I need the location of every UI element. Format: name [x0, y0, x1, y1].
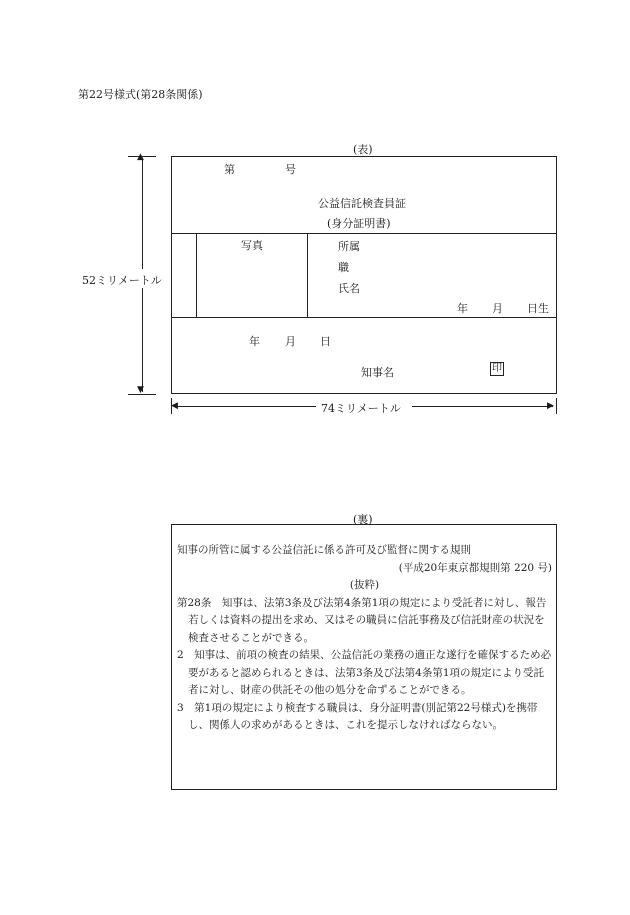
birth-year: 年 — [457, 302, 468, 315]
number-label: 第 — [224, 163, 235, 176]
arrow-up-icon: ▲ — [137, 152, 144, 162]
divider-top — [171, 233, 557, 234]
height-line-upper — [142, 158, 143, 269]
front-card-border — [171, 156, 557, 394]
height-label: 52ミリメートル — [82, 274, 162, 287]
card-subtitle: (身分証明書) — [327, 217, 391, 230]
width-label: 74ミリメートル — [321, 402, 401, 415]
issue-year: 年 — [249, 335, 260, 348]
photo-label: 写真 — [241, 239, 263, 252]
arrow-left-icon: ◀ — [171, 401, 178, 411]
issue-month: 月 — [285, 335, 296, 348]
arrow-down-icon: ▼ — [137, 385, 144, 395]
article-28: 第28条 知事は、法第3条及び法第4条第1項の規定により受託者に対し、報告若しくは資料の提出を求め、又はその職員に信託事務及び信託財産の状況を検査させることができる。 — [177, 596, 547, 644]
issue-day: 日 — [320, 335, 331, 348]
photo-left-border — [196, 233, 197, 317]
number-suffix: 号 — [285, 163, 296, 176]
governor-label: 知事名 — [361, 366, 394, 379]
birth-day: 日生 — [527, 302, 549, 315]
card-title: 公益信託検査員証 — [318, 197, 406, 210]
back-card-text — [177, 542, 552, 735]
rule-reference: (平成20年東京都規則第 220 号) — [398, 561, 552, 574]
photo-right-border — [307, 233, 308, 317]
arrow-right-icon: ▶ — [547, 401, 554, 411]
birth-month: 月 — [492, 302, 503, 315]
seal-mark: 印 — [492, 363, 502, 374]
name-label: 氏名 — [338, 282, 360, 295]
width-tick-right — [556, 398, 557, 414]
divider-bottom — [171, 317, 557, 318]
excerpt-label: (抜粋) — [349, 579, 380, 591]
rule-title: 知事の所管に属する公益信託に係る許可及び監督に関する規則 — [177, 544, 471, 556]
width-line-left — [174, 406, 316, 407]
paragraph-3: 3 第1項の規定により検査する職員は、身分証明書(別記第22号様式)を携帯し、関係人の求めがあるときは、これを提示しなければならない。 — [177, 701, 538, 731]
position-label: 職 — [338, 261, 349, 274]
back-heading: (裏) — [353, 513, 373, 526]
front-heading: (表) — [353, 143, 373, 156]
affiliation-label: 所属 — [338, 240, 360, 253]
width-line-right — [412, 406, 553, 407]
paragraph-2: 2 知事は、前項の検査の結果、公益信託の業務の適正な遂行を確保するため必要があると認められるときは、法第3条及び法第4条第1項の規定により受託者に対し、財産の供託その他の処分を命ずることができる。 — [177, 649, 552, 696]
height-line-lower — [142, 288, 143, 392]
form-label: 第22号様式(第28条関係) — [78, 88, 203, 101]
